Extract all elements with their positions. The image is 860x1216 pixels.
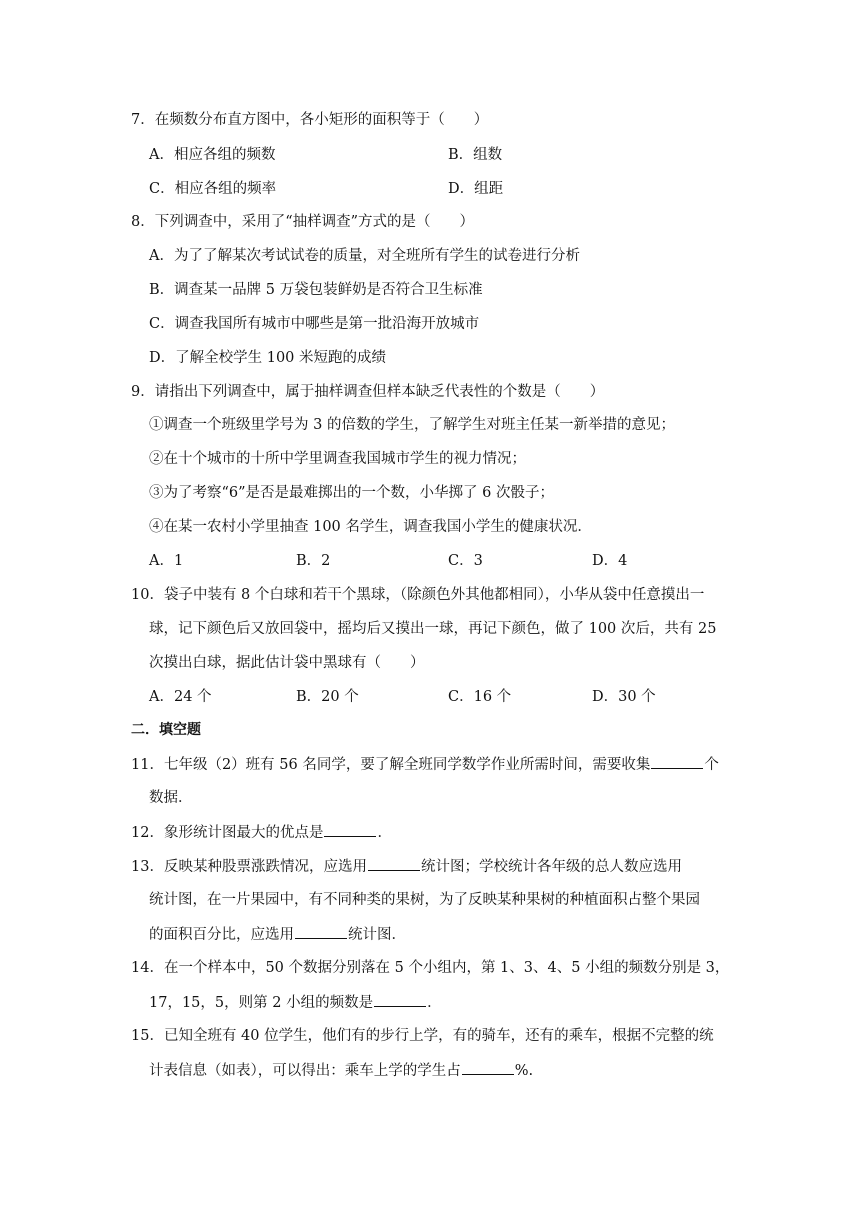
q9-stem: 9．请指出下列调查中，属于抽样调查但样本缺乏代表性的个数是（ ）: [131, 384, 605, 400]
q12-blank: [324, 822, 376, 837]
q9-item-2: ②在十个城市的十所中学里调查我国城市学生的视力情况；: [149, 451, 526, 467]
q9-option-b: B．2: [296, 553, 331, 569]
q14-line-2: [149, 992, 442, 1013]
q10-option-c: C．16 个: [448, 689, 512, 705]
q8-option-a: A．为了了解某次考试试卷的质量，对全班所有学生的试卷进行分析: [149, 248, 580, 264]
q7-option-d: D．组距: [448, 181, 504, 197]
q12-text-a: 12．象形统计图最大的优点是: [131, 825, 324, 841]
q7-option-b: B．组数: [448, 147, 503, 163]
q15-text-c: %.: [514, 1063, 534, 1079]
q11-text-b: 个: [704, 757, 719, 773]
q9-item-1: ①调查一个班级里学号为 3 的倍数的学生，了解学生对班主任某一新举措的意见；: [149, 417, 675, 433]
q12-text-b: ．: [377, 825, 392, 841]
q13-text-e: 统计图．: [348, 927, 406, 943]
q10-line-3: 次摸出白球，据此估计袋中黑球有（ ）: [149, 655, 425, 671]
q13-text-a: 13．反映某种股票涨跌情况，应选用: [131, 859, 367, 875]
q11-line-2: 数据．: [149, 790, 193, 806]
q8-option-b: B．调查某一品牌 5 万袋包装鲜奶是否符合卫生标准: [149, 282, 483, 298]
q13-line-3: [149, 924, 406, 945]
q13-text-b: 统计图；学校统计各年级的总人数应选用: [420, 859, 682, 875]
q15-line-1: 15．已知全班有 40 位学生，他们有的步行上学，有的骑车，还有的乘车，根据不完整的统: [131, 1028, 714, 1044]
q11-text-a: 11．七年级（2）班有 56 名同学，要了解全班同学数学作业所需时间，需要收集: [131, 757, 651, 773]
q7-option-c: C．相应各组的频率: [149, 181, 277, 197]
q13-line-1: [131, 856, 682, 877]
q15-text-b: 计表信息（如表），可以得出：乘车上学的学生占: [149, 1063, 461, 1079]
q9-item-3: ③为了考察“6”是否是最难掷出的一个数，小华掷了 6 次骰子；: [149, 485, 554, 501]
q8-option-d: D．了解全校学生 100 米短跑的成绩: [149, 350, 387, 366]
q13-blank-1: [368, 856, 420, 871]
q9-option-c: C．3: [448, 553, 483, 569]
q8-option-c: C．调查我国所有城市中哪些是第一批沿海开放城市: [149, 316, 480, 332]
q14-blank: [374, 992, 426, 1007]
q15-blank: [462, 1060, 514, 1075]
q10-line-2: 球，记下颜色后又放回袋中，摇均后又摸出一球，再记下颜色，做了 100 次后，共有 25: [149, 621, 717, 637]
q13-blank-2: [295, 924, 347, 939]
q14-text-c: ．: [427, 995, 442, 1011]
q13-text-d: 的面积百分比，应选用: [149, 927, 294, 943]
section-heading-fill-in: 二．填空题: [131, 722, 201, 738]
q11-line-1: [131, 754, 719, 775]
q9-item-4: ④在某一农村小学里抽查 100 名学生，调查我国小学生的健康状况．: [149, 519, 592, 535]
q14-line-1: 14．在一个样本中，50 个数据分别落在 5 个小组内，第 1、3、4、5 小组的频数分别是 3，: [131, 960, 730, 976]
q7-stem: 7．在频数分布直方图中，各小矩形的面积等于（ ）: [131, 112, 489, 128]
q9-option-a: A．1: [149, 553, 184, 569]
q10-option-b: B．20 个: [296, 689, 359, 705]
q10-line-1: 10．袋子中装有 8 个白球和若干个黑球，（除颜色外其他都相同），小华从袋中任意摸出一: [131, 587, 705, 603]
q10-option-a: A．24 个: [149, 689, 212, 705]
q15-line-2: [149, 1060, 533, 1081]
q8-stem: 8．下列调查中，采用了“抽样调查”方式的是（ ）: [131, 214, 475, 230]
q9-option-d: D．4: [592, 553, 628, 569]
q11-blank: [651, 754, 703, 769]
q14-text-b: 17，15，5，则第 2 小组的频数是: [149, 995, 374, 1011]
q13-line-2: 统计图，在一片果园中，有不同种类的果树，为了反映某种果树的种植面积占整个果园: [149, 892, 700, 908]
q10-option-d: D．30 个: [592, 689, 656, 705]
q7-option-a: A．相应各组的频数: [149, 147, 276, 163]
q12-line: [131, 822, 392, 843]
